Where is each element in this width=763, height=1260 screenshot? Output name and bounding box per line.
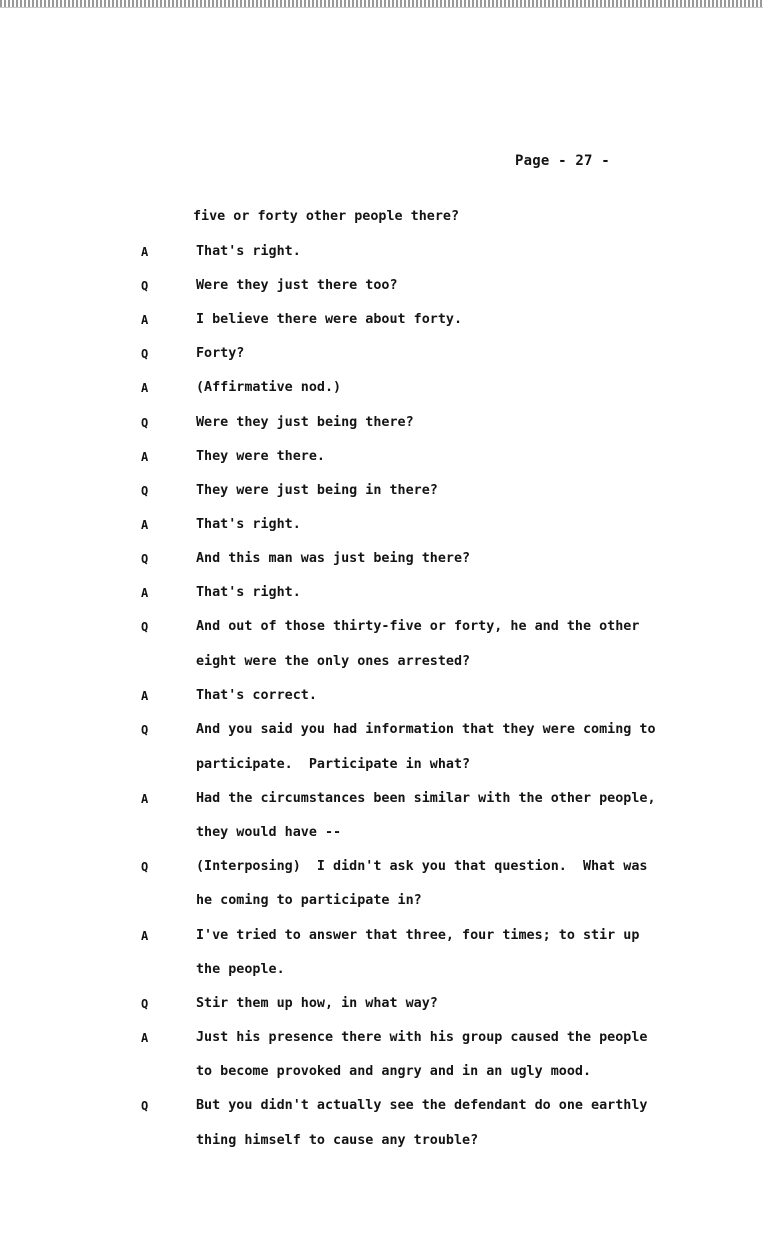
transcript-text: And you said you had information that they were coming to [196, 722, 656, 737]
speaker-label: A [141, 518, 149, 532]
transcript-text: he coming to participate in? [196, 893, 422, 908]
transcript-line [0, 652, 763, 672]
transcript-text: Were they just there too? [196, 278, 398, 293]
transcript-line [0, 891, 763, 911]
speaker-label: Q [141, 1099, 149, 1113]
transcript-line [0, 242, 763, 262]
speaker-label: A [141, 689, 149, 703]
speaker-label: A [141, 245, 149, 259]
transcript-line [0, 207, 763, 227]
transcript-text: But you didn't actually see the defendant do one earthly [196, 1098, 648, 1113]
transcript-line [0, 276, 763, 296]
speaker-label: A [141, 450, 149, 464]
transcript-line [0, 617, 763, 637]
transcript-text: I believe there were about forty. [196, 312, 463, 327]
transcript-line [0, 344, 763, 364]
transcript-line [0, 823, 763, 843]
speaker-label: Q [141, 997, 149, 1011]
transcript-text: Stir them up how, in what way? [196, 996, 438, 1011]
transcript-text: And this man was just being there? [196, 551, 471, 566]
transcript-line [0, 413, 763, 433]
transcript-line [0, 1028, 763, 1048]
transcript-line [0, 378, 763, 398]
transcript-line [0, 994, 763, 1014]
transcript-line [0, 755, 763, 775]
speaker-label: Q [141, 723, 149, 737]
transcript-line [0, 310, 763, 330]
transcript-text: the people. [196, 962, 285, 977]
transcript-text: eight were the only ones arrested? [196, 654, 471, 669]
transcript-line [0, 583, 763, 603]
transcript-line [0, 857, 763, 877]
transcript-line [0, 789, 763, 809]
transcript-text: they would have -- [196, 825, 342, 840]
transcript-text: I've tried to answer that three, four times; to stir up [196, 928, 640, 943]
transcript-line [0, 515, 763, 535]
transcript-text: That's right. [196, 244, 301, 259]
transcript-text: five or forty other people there? [193, 209, 460, 224]
transcript-line [0, 1062, 763, 1082]
transcript-text: They were there. [196, 449, 325, 464]
speaker-label: A [141, 1031, 149, 1045]
speaker-label: Q [141, 347, 149, 361]
transcript-text: That's correct. [196, 688, 317, 703]
transcript-text: (Affirmative nod.) [196, 380, 342, 395]
speaker-label: A [141, 929, 149, 943]
speaker-label: A [141, 792, 149, 806]
transcript-line [0, 1096, 763, 1116]
speaker-label: Q [141, 484, 149, 498]
transcript-line [0, 1131, 763, 1151]
transcript-text: Forty? [196, 346, 245, 361]
transcript-text: Just his presence there with his group caused the people [196, 1030, 648, 1045]
speaker-label: Q [141, 552, 149, 566]
transcript-text: Had the circumstances been similar with the other people, [196, 791, 656, 806]
transcript-text: And out of those thirty-five or forty, he and the other [196, 619, 640, 634]
transcript-text: to become provoked and angry and in an ugly mood. [196, 1064, 592, 1079]
page-number-header: Page - 27 - [515, 153, 610, 169]
transcript-text: Were they just being there? [196, 415, 414, 430]
speaker-label: Q [141, 860, 149, 874]
transcript-text: (Interposing) I didn't ask you that question. What was [196, 859, 648, 874]
transcript-line [0, 481, 763, 501]
speaker-label: Q [141, 279, 149, 293]
speaker-label: A [141, 313, 149, 327]
transcript-line [0, 960, 763, 980]
transcript-text: participate. Participate in what? [196, 757, 471, 772]
transcript-line [0, 926, 763, 946]
transcript-text: They were just being in there? [196, 483, 438, 498]
transcript-line [0, 686, 763, 706]
transcript-line [0, 447, 763, 467]
transcript-line [0, 720, 763, 740]
speaker-label: Q [141, 416, 149, 430]
transcript-text: thing himself to cause any trouble? [196, 1133, 479, 1148]
transcript-text: That's right. [196, 517, 301, 532]
speaker-label: A [141, 586, 149, 600]
transcript-line [0, 549, 763, 569]
transcript-text: That's right. [196, 585, 301, 600]
speaker-label: A [141, 381, 149, 395]
speaker-label: Q [141, 620, 149, 634]
